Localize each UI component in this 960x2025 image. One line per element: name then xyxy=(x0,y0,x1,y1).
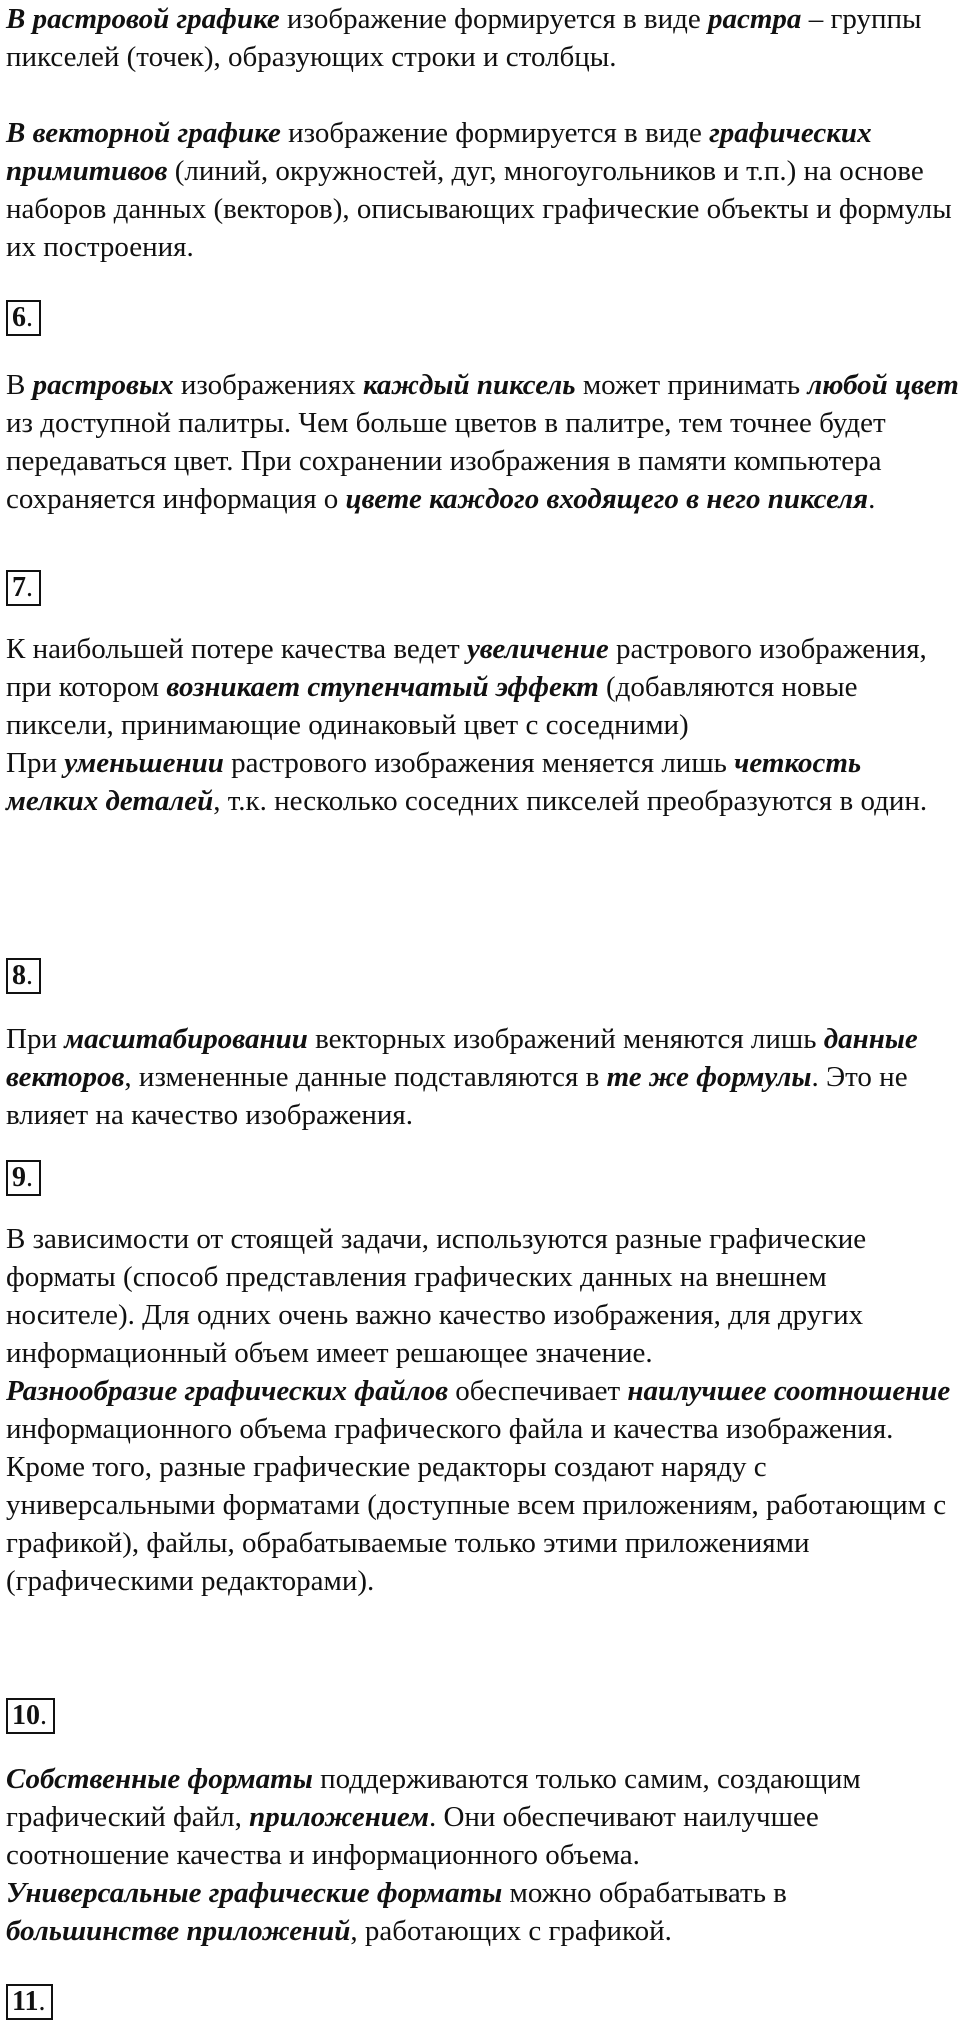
paragraph-raster-scaling xyxy=(6,630,960,820)
text-run: изображение формируется в виде xyxy=(279,3,708,35)
paragraph-vector-definition xyxy=(6,114,960,266)
text-run: можно обрабатывать в xyxy=(502,1877,787,1909)
paragraph-text xyxy=(6,1220,960,1600)
text-run: . xyxy=(868,483,876,515)
paragraph-raster-definition xyxy=(6,0,960,76)
emphasis-text: Собственные форматы xyxy=(6,1763,313,1795)
text-run: . Они обеспечивают наилучшее соотношение качества и информационного объема. xyxy=(6,1801,819,1871)
emphasis-text: масштабировании xyxy=(64,1023,308,1055)
paragraph-text xyxy=(6,1760,960,1950)
paragraph-raster-pixels xyxy=(6,366,960,518)
text-run: , измененные данные подставляются в xyxy=(124,1061,607,1093)
text-run: В зависимости от стоящей задачи, используются разные графические форматы (способ представления графических данных на внешнем носителе). Для одних очень важно качество изображения, для других информационный объем имеет решающее значение. xyxy=(6,1223,867,1369)
paragraph-graphic-formats xyxy=(6,1220,960,1600)
emphasis-text: В растровой графике xyxy=(6,3,280,35)
paragraph-text xyxy=(6,630,960,820)
text-run: поддерживаются только самим, создающим графический файл, xyxy=(6,1763,861,1833)
emphasis-text: увеличение xyxy=(466,633,609,665)
text-run: изображениях xyxy=(173,369,363,401)
emphasis-text: растра xyxy=(708,3,802,35)
paragraph-text xyxy=(6,0,960,76)
emphasis-text: В векторной графике xyxy=(6,117,281,149)
emphasis-text: уменьшении xyxy=(64,747,224,779)
text-run: К наибольшей потере качества ведет xyxy=(6,633,467,665)
paragraph-vector-scaling xyxy=(6,1020,960,1134)
emphasis-text: те же формулы xyxy=(606,1061,812,1093)
section-number-6: 6. xyxy=(6,300,960,336)
emphasis-text: приложением xyxy=(249,1801,429,1833)
text-run: обеспечивает xyxy=(448,1375,628,1407)
text-run: растрового изображения, при котором xyxy=(6,633,927,703)
text-run: информационного объема графического файла и качества изображения. xyxy=(6,1413,894,1445)
emphasis-text: цвете каждого входящего в него пикселя xyxy=(345,483,869,515)
emphasis-text: Универсальные графические форматы xyxy=(6,1877,503,1909)
emphasis-text: графических примитивов xyxy=(6,117,872,187)
section-number-8: 8. xyxy=(6,958,960,994)
text-run: . Это не влияет на качество изображения. xyxy=(6,1061,908,1131)
text-run: растрового изображения меняется лишь xyxy=(223,747,735,779)
paragraph-native-formats xyxy=(6,1760,960,1950)
text-run: (добавляются новые пиксели, принимающие одинаковый цвет с соседними) xyxy=(6,671,858,741)
text-run: может принимать xyxy=(575,369,808,401)
text-run: В xyxy=(6,369,33,401)
text-run: изображение формируется в виде xyxy=(280,117,710,149)
emphasis-text: растровых xyxy=(32,369,174,401)
emphasis-text: любой цвет xyxy=(807,369,959,401)
paragraph-text xyxy=(6,366,960,518)
section-number-11: 11. xyxy=(6,1984,960,2020)
paragraph-text xyxy=(6,114,960,266)
text-run: векторных изображений меняются лишь xyxy=(307,1023,824,1055)
emphasis-text: данные векторов xyxy=(6,1023,918,1093)
emphasis-text: каждый пиксель xyxy=(362,369,576,401)
emphasis-text: возникает ступенчатый эффект xyxy=(166,671,599,703)
text-run: , работающих с графикой. xyxy=(350,1915,672,1947)
emphasis-text: четкость мелких деталей xyxy=(6,747,862,817)
text-run: (линий, окружностей, дуг, многоугольников и т.п.) на основе наборов данных (векторов), описывающих графические объекты и формулы их построения. xyxy=(6,155,952,263)
text-run: При xyxy=(6,1023,65,1055)
text-run: – группы пикселей (точек), образующих строки и столбцы. xyxy=(6,3,922,73)
paragraph-text xyxy=(6,1020,960,1134)
text-run: из доступной палитры. Чем больше цветов в палитре, тем точнее будет передаваться цвет. При сохранении изображения в памяти компьютера сохраняется информация о xyxy=(6,407,886,515)
section-number-10: 10. xyxy=(6,1698,960,1734)
text-run: Кроме того, разные графические редакторы создают наряду с универсальными форматами (доступные всем приложениям, работающим с графикой), файлы, обрабатываемые только этими приложениями (графическими редакторами). xyxy=(6,1451,947,1597)
section-number-7: 7. xyxy=(6,570,960,606)
text-run: При xyxy=(6,747,65,779)
emphasis-text: Разнообразие графических файлов xyxy=(6,1375,449,1407)
text-run: , т.к. несколько соседних пикселей преобразуются в один. xyxy=(213,785,928,817)
section-number-9: 9. xyxy=(6,1160,960,1196)
emphasis-text: наилучшее соотношение xyxy=(627,1375,951,1407)
emphasis-text: большинстве приложений xyxy=(6,1915,351,1947)
